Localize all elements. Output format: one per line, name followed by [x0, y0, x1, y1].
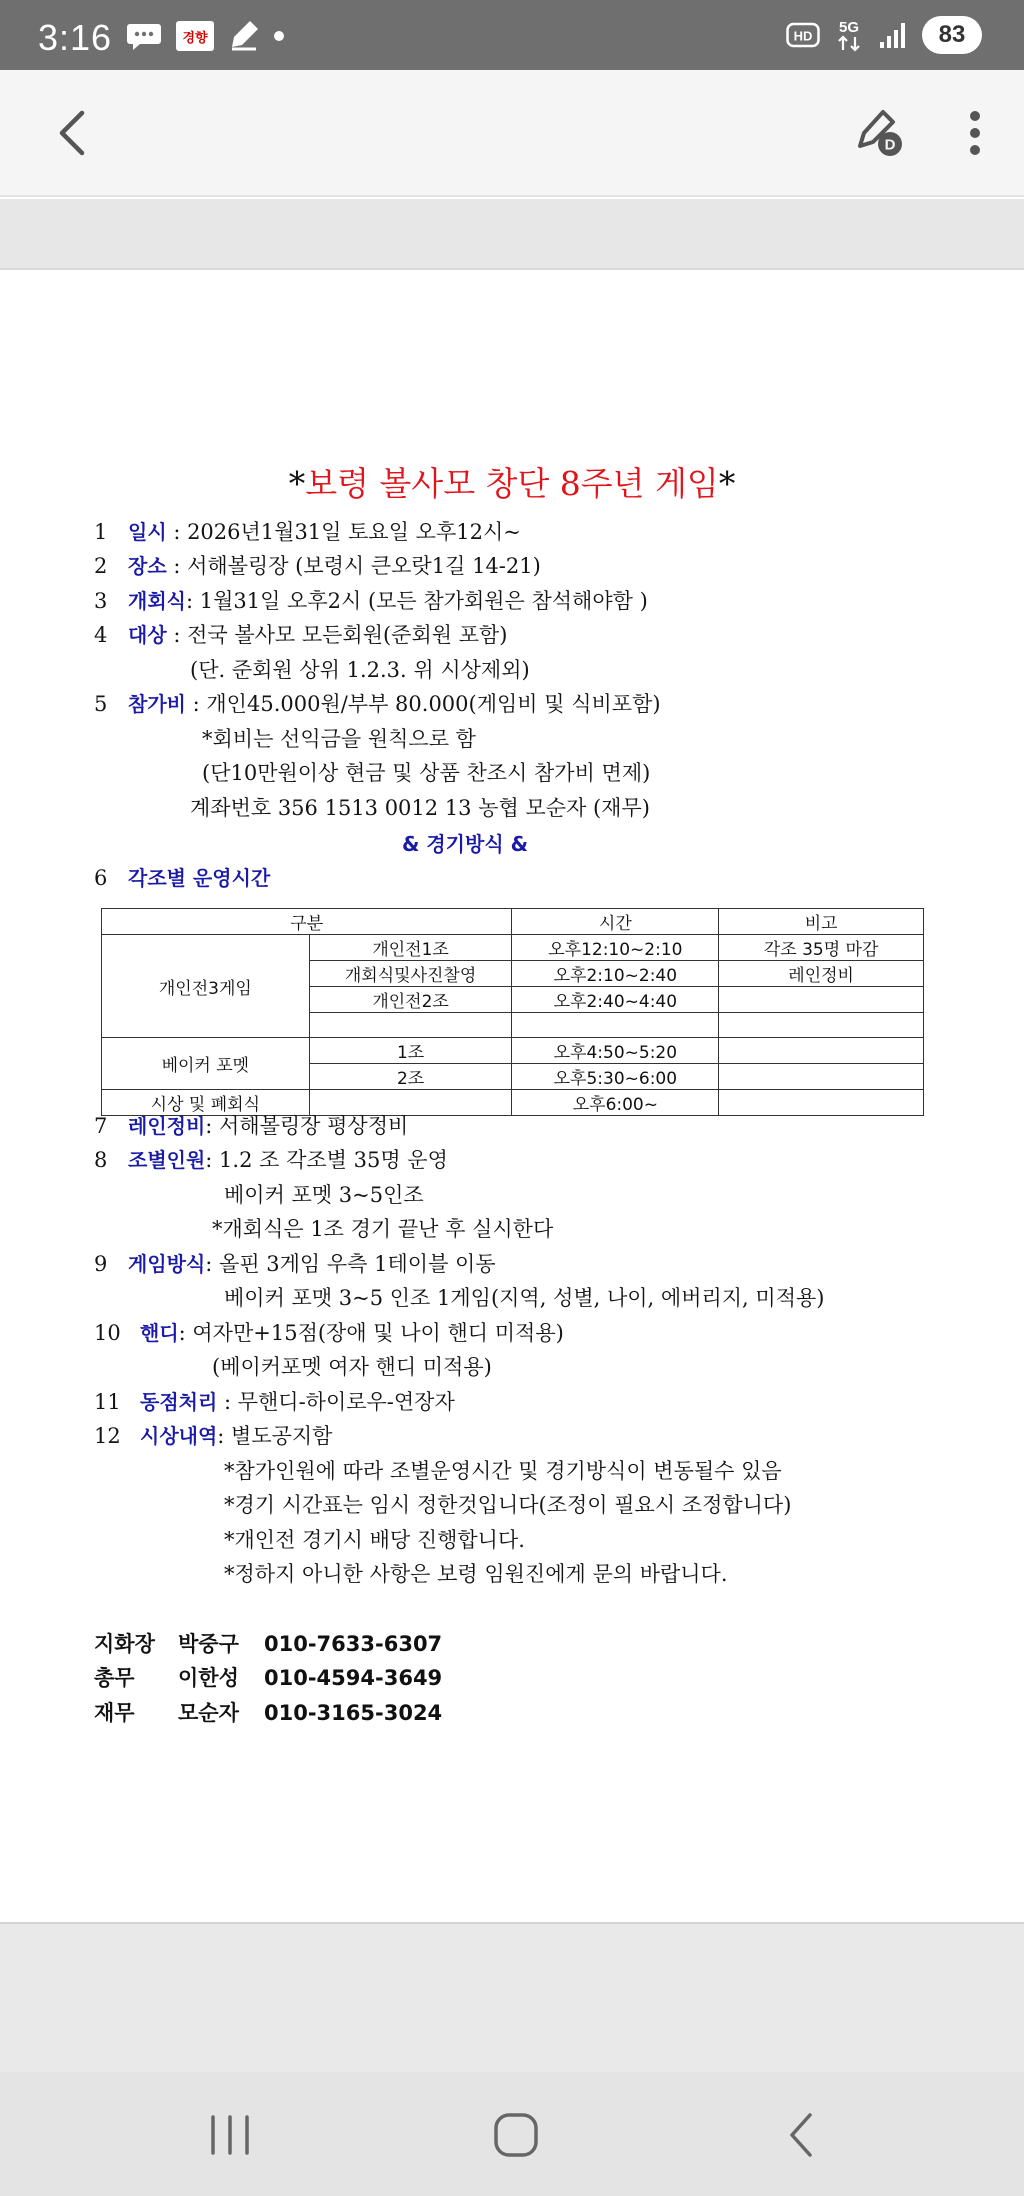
- pen-notification-icon: [228, 19, 260, 53]
- battery-indicator: 83: [922, 16, 982, 54]
- item-8: 8 조별인원: 1.2 조 각조별 35명 운영: [94, 1148, 448, 1172]
- home-icon: [491, 2110, 541, 2160]
- item-8-note-2: *개회식은 1조 경기 끝난 후 실시한다: [212, 1217, 554, 1241]
- table-cell: [719, 987, 924, 1013]
- viewer-bottom-margin: [0, 1922, 1024, 2072]
- item-5-note-1: *회비는 선익금을 원칙으로 함: [202, 727, 476, 751]
- item-5-note-2: (단10만원이상 현금 및 상품 찬조시 참가비 면제): [202, 761, 651, 785]
- table-cell: 오후6:00~: [512, 1090, 719, 1116]
- item-5: 5 참가비 : 개인45.000원/부부 80.000(게임비 및 식비포함): [94, 692, 661, 716]
- recent-apps-icon: [205, 2113, 255, 2157]
- more-notifications-dot: [274, 31, 284, 41]
- item-10: 10 핸디: 여자만+15점(장애 및 나이 핸디 미적용): [94, 1321, 564, 1345]
- table-cell: 시상 및 폐회식: [102, 1090, 310, 1116]
- back-arrow-icon: [52, 108, 92, 158]
- item-12-note-3: *개인전 경기시 배당 진행합니다.: [224, 1528, 525, 1552]
- item-7: 7 레인정비: 서해볼링장 평상정비: [94, 1114, 409, 1138]
- more-vert-icon: [968, 108, 982, 158]
- schedule-table: [101, 908, 924, 1116]
- table-row: [102, 935, 924, 961]
- table-header: 시간: [512, 909, 719, 935]
- nav-back-button[interactable]: [762, 2100, 842, 2170]
- table-cell: 개인전1조: [309, 935, 512, 961]
- news-app-icon: 경향: [176, 21, 214, 51]
- svg-text:5G: 5G: [838, 19, 860, 36]
- item-6: 6 각조별 운영시간: [94, 866, 271, 890]
- item-4-note: (단. 준회원 상위 1.2.3. 위 시상제외): [190, 658, 530, 682]
- item-12-note-2: *경기 시간표는 임시 정한것입니다(조정이 필요시 조정합니다): [224, 1493, 792, 1517]
- app-bar: [0, 70, 1024, 197]
- message-icon: [126, 20, 162, 52]
- item-3: 3 개회식: 1월31일 오후2시 (모든 참가회원은 참석해야함 ): [94, 589, 648, 613]
- hd-icon: [786, 20, 820, 50]
- table-cell: 개회식및사진찰영: [309, 961, 512, 987]
- table-cell: 레인정비: [719, 961, 924, 987]
- table-cell: 2조: [309, 1064, 512, 1090]
- table-cell: [309, 1013, 512, 1038]
- contact-row: 지화장 박중구 010-7633-6307: [94, 1632, 443, 1656]
- document-title: *보령 볼사모 창단 8주년 게임*: [288, 464, 736, 503]
- draw-button[interactable]: [850, 103, 910, 163]
- section-heading: & 경기방식 &: [401, 832, 529, 856]
- svg-text:HD: HD: [793, 28, 813, 44]
- item-5-account: 계좌번호 356 1513 0012 13 농협 모순자 (재무): [190, 796, 650, 820]
- table-header: 구분: [102, 909, 512, 935]
- network-5g-icon: [834, 17, 864, 53]
- item-9: 9 게임방식: 올핀 3게임 우측 1테이블 이동: [94, 1252, 496, 1276]
- system-icons: [786, 16, 982, 54]
- pen-d-icon: [853, 106, 907, 160]
- table-cell: 1조: [309, 1038, 512, 1064]
- home-button[interactable]: [476, 2100, 556, 2170]
- item-1: 1 일시 : 2026년1월31일 토요일 오후12시~: [94, 520, 521, 544]
- item-4: 4 대상 : 전국 볼사모 모든회원(준회원 포함): [94, 623, 508, 647]
- notification-icons: [126, 18, 284, 54]
- nav-back-icon: [782, 2110, 822, 2160]
- system-nav-bar: [0, 2072, 1024, 2196]
- svg-text:D: D: [884, 136, 896, 154]
- back-button[interactable]: [44, 105, 100, 161]
- table-cell: 오후12:10~2:10: [512, 935, 719, 961]
- item-10-note: (베이커포멧 여자 핸디 미적용): [212, 1355, 492, 1379]
- item-12-note-4: *정하지 아니한 사항은 보령 임원진에게 문의 바랍니다.: [224, 1562, 728, 1586]
- viewer-top-margin: [0, 199, 1024, 270]
- document-page: [0, 272, 1024, 1922]
- signal-icon: [878, 20, 908, 50]
- table-cell: [719, 1013, 924, 1038]
- recent-apps-button[interactable]: [190, 2100, 270, 2170]
- item-12-note-1: *참가인원에 따라 조별운영시간 및 경기방식이 변동될수 있음: [224, 1459, 782, 1483]
- table-cell: [512, 1013, 719, 1038]
- item-11: 11 동점처리 : 무핸디-하이로우-연장자: [94, 1390, 455, 1414]
- table-row: [102, 1038, 924, 1064]
- contact-row: 총무 이한성 010-4594-3649: [94, 1666, 443, 1690]
- table-cell: 오후4:50~5:20: [512, 1038, 719, 1064]
- table-header: 비고: [719, 909, 924, 935]
- table-cell: [719, 1038, 924, 1064]
- item-2: 2 장소 : 서해볼링장 (보령시 큰오랏1길 14-21): [94, 554, 541, 578]
- table-cell: 개인전2조: [309, 987, 512, 1013]
- table-header-row: [102, 909, 924, 935]
- table-cell: 개인전3게임: [102, 935, 310, 1038]
- item-9-note: 베이커 포맷 3~5 인조 1게임(지역, 성별, 나이, 에버리지, 미적용): [224, 1286, 825, 1310]
- table-cell: 베이커 포멧: [102, 1038, 310, 1090]
- table-cell: 오후5:30~6:00: [512, 1064, 719, 1090]
- status-time: 3:16: [38, 17, 113, 58]
- more-options-button[interactable]: [958, 103, 992, 163]
- contact-row: 재무 모순자 010-3165-3024: [94, 1701, 443, 1725]
- table-cell: 오후2:40~4:40: [512, 987, 719, 1013]
- table-cell: [719, 1090, 924, 1116]
- table-cell: 각조 35명 마감: [719, 935, 924, 961]
- item-12: 12 시상내역: 별도공지함: [94, 1424, 333, 1448]
- item-8-note-1: 베이커 포멧 3~5인조: [224, 1183, 424, 1207]
- table-cell: 오후2:10~2:40: [512, 961, 719, 987]
- status-bar: [0, 0, 1024, 70]
- table-cell: [719, 1064, 924, 1090]
